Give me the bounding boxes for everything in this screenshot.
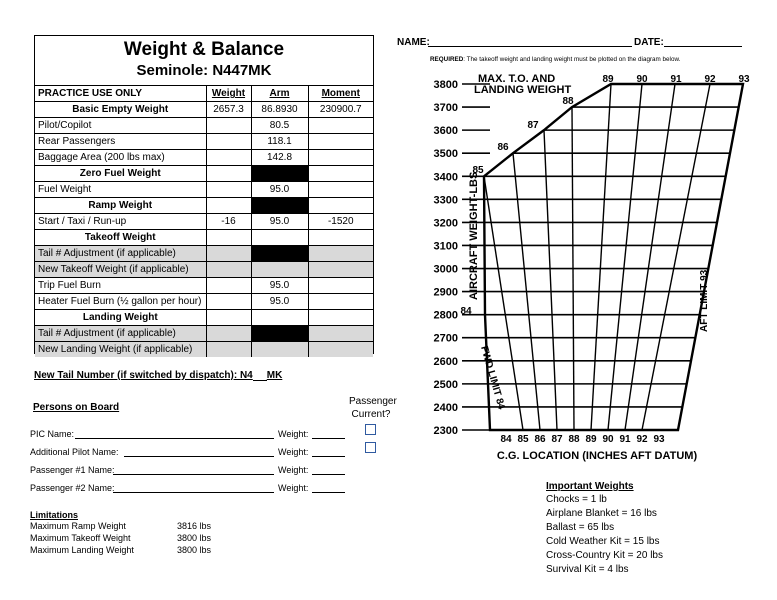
table-row [35, 102, 373, 118]
arm-cell: 95.0 [251, 294, 308, 310]
passenger-1-name-label: Passenger #1 Name: [30, 465, 115, 475]
x-top-tick-label: 89 [602, 74, 614, 85]
limitation-value: 3816 lbs [177, 521, 212, 531]
arm-cell: 86.8930 [251, 102, 308, 118]
arm-cell: 95.0 [251, 182, 308, 198]
required-text: : The takeoff weight and landing weight must be plotted on the diagram below. [463, 56, 681, 63]
passenger-2-name-input[interactable] [113, 492, 274, 493]
moment-cell[interactable] [308, 262, 373, 278]
important-weight-item: Chocks = 1 lb [546, 494, 607, 505]
table-row [35, 342, 373, 358]
required-bold: REQUIRED [430, 56, 464, 63]
wb-grid [35, 86, 373, 357]
arm-cell[interactable] [251, 262, 308, 278]
name-label: NAME: [397, 37, 430, 48]
pic-name-row [30, 429, 74, 439]
arm-cell-blocked [251, 246, 308, 262]
new-tail-label: New Tail Number (if switched by dispatch): N4 [34, 370, 253, 381]
y-tick-label: 2800 [433, 309, 458, 322]
x-tick-label: 91 [619, 434, 631, 445]
moment-cell[interactable] [308, 246, 373, 262]
cg-gridline [625, 84, 675, 430]
row-label: Tail # Adjustment (if applicable) [35, 326, 206, 342]
table-row [35, 262, 373, 278]
weight-balance-table [34, 35, 374, 354]
weight-cell[interactable] [206, 294, 251, 310]
moment-cell[interactable] [308, 342, 373, 358]
edge-tick-label: 86 [497, 142, 509, 153]
weight-label: Weight: [278, 483, 309, 493]
y-tick-label: 3700 [433, 102, 458, 115]
row-label: Landing Weight [35, 310, 206, 326]
important-weight-item: Airplane Blanket = 16 lbs [546, 508, 657, 519]
y-tick-label: 3300 [433, 194, 458, 207]
table-row [35, 150, 373, 166]
weight-cell[interactable] [206, 166, 251, 182]
x-tick-label: 88 [568, 434, 580, 445]
cg-gridline [572, 107, 574, 430]
weight-cell[interactable] [206, 230, 251, 246]
row-label: Pilot/Copilot [35, 118, 206, 134]
cg-gridline [591, 84, 611, 430]
cg-envelope-chart [388, 64, 758, 464]
chart-grid [462, 84, 743, 430]
arm-cell: 80.5 [251, 118, 308, 134]
table-row [35, 294, 373, 310]
weight-cell[interactable] [206, 182, 251, 198]
moment-cell[interactable] [308, 198, 373, 214]
table-row [35, 230, 373, 246]
arm-cell[interactable] [251, 310, 308, 326]
limitations-title: Limitations [30, 510, 79, 520]
weight-cell[interactable] [206, 262, 251, 278]
date-input[interactable] [664, 46, 742, 47]
arm-cell-blocked [251, 326, 308, 342]
cg-gridline [544, 130, 557, 430]
weight-cell[interactable] [206, 310, 251, 326]
new-tail-number-field [34, 370, 282, 381]
row-label: Rear Passengers [35, 134, 206, 150]
cg-gridline [484, 176, 523, 430]
passenger-current-checkbox[interactable] [365, 424, 376, 435]
moment-cell[interactable] [308, 326, 373, 342]
x-tick-label: 84 [500, 434, 512, 445]
col-header-arm: Arm [251, 86, 308, 102]
important-weight-item: Cross-Country Kit = 20 lbs [546, 550, 663, 561]
table-row [35, 278, 373, 294]
weight-cell[interactable] [206, 150, 251, 166]
weight-cell[interactable] [206, 326, 251, 342]
required-note [430, 56, 680, 63]
important-weight-item: Survival Kit = 4 lbs [546, 564, 629, 575]
x-tick-label: 92 [636, 434, 648, 445]
row-label: New Landing Weight (if applicable) [35, 342, 206, 358]
table-row [35, 326, 373, 342]
y-tick-label: 3600 [433, 125, 458, 138]
passenger-2-name-label: Passenger #2 Name: [30, 483, 115, 493]
x-tick-label: 89 [585, 434, 597, 445]
passenger-1-weight-input[interactable] [312, 474, 345, 475]
table-row [35, 246, 373, 262]
row-label: Heater Fuel Burn (½ gallon per hour) [35, 294, 206, 310]
row-label: Zero Fuel Weight [35, 166, 206, 182]
row-label: Trip Fuel Burn [35, 278, 206, 294]
row-label: New Takeoff Weight (if applicable) [35, 262, 206, 278]
y-tick-label: 3500 [433, 148, 458, 161]
aft-limit-label: AFT LIMIT 93 [699, 269, 710, 332]
arm-cell: 95.0 [251, 278, 308, 294]
weight-cell: 2657.3 [206, 102, 251, 118]
tail-suffix: MK [266, 370, 283, 381]
table-row [35, 118, 373, 134]
y-tick-label: 2900 [433, 286, 458, 299]
weight-cell[interactable] [206, 134, 251, 150]
edge-tick-label: 85 [472, 165, 484, 176]
x-tick-label: 86 [534, 434, 546, 445]
arm-cell-blocked [251, 198, 308, 214]
edge-tick-label: 87 [527, 120, 539, 131]
arm-cell: 142.8 [251, 150, 308, 166]
table-row [35, 134, 373, 150]
pic-name-input[interactable] [75, 438, 274, 439]
arm-cell: 118.1 [251, 134, 308, 150]
pic-name-label: PIC Name: [30, 429, 75, 439]
moment-cell[interactable] [308, 150, 373, 166]
y-axis-label: AIRCRAFT WEIGHT-LBS [468, 171, 480, 300]
moment-cell[interactable] [308, 118, 373, 134]
limitation-value: 3800 lbs [177, 533, 212, 543]
moment-cell[interactable] [308, 310, 373, 326]
arm-cell-blocked [251, 166, 308, 182]
y-tick-label: 3100 [433, 240, 458, 253]
x-tick-label: 87 [551, 434, 563, 445]
name-input[interactable] [428, 46, 632, 47]
important-weight-item: Cold Weather Kit = 15 lbs [546, 536, 660, 547]
table-row [35, 214, 373, 230]
arm-cell[interactable] [251, 342, 308, 358]
x-top-tick-label: 90 [636, 74, 648, 85]
edge-tick-label: 84 [460, 306, 472, 317]
y-tick-label: 2500 [433, 378, 458, 391]
top-label-2: LANDING WEIGHT [474, 84, 572, 96]
x-axis-label: C.G. LOCATION (INCHES AFT DATUM) [496, 450, 698, 462]
wb-title-block [35, 36, 373, 86]
weight-label: Weight: [278, 429, 309, 439]
moment-cell[interactable] [308, 294, 373, 310]
additional-pilot-name-label: Additional Pilot Name: [30, 447, 119, 457]
y-tick-label: 2700 [433, 332, 458, 345]
col-header-weight: Weight [206, 86, 251, 102]
top-label-1: MAX. T.O. AND [478, 73, 556, 85]
moment-cell[interactable] [308, 278, 373, 294]
passenger-current-checkbox[interactable] [365, 442, 376, 453]
tail-blank[interactable] [253, 380, 267, 381]
date-label: DATE: [634, 37, 664, 48]
moment-cell[interactable] [308, 230, 373, 246]
weight-cell[interactable] [206, 342, 251, 358]
wb-title: Weight & Balance [123, 39, 285, 60]
row-label: Start / Taxi / Run-up [35, 214, 206, 230]
edge-tick-label: 88 [562, 96, 574, 107]
x-top-tick-label: 91 [670, 74, 682, 85]
passenger-1-name-input[interactable] [113, 474, 274, 475]
y-tick-label: 2300 [433, 425, 458, 437]
row-label: Ramp Weight [35, 198, 206, 214]
moment-cell[interactable] [308, 166, 373, 182]
passenger-current-label-1: Passenger [349, 396, 397, 407]
passenger-current-label-2: Current? [351, 409, 391, 420]
wb-subtitle: Seminole: N447MK [136, 62, 272, 79]
weight-label: Weight: [278, 465, 309, 475]
moment-cell: -1520 [308, 214, 373, 230]
important-weight-item: Ballast = 65 lbs [546, 522, 615, 533]
x-tick-label: 93 [653, 434, 665, 445]
weight-cell[interactable] [206, 118, 251, 134]
fwd-limit-label: FWD LIMIT 84 [478, 344, 507, 411]
y-tick-label: 3000 [433, 263, 458, 276]
col-header-moment: Moment [321, 88, 360, 100]
table-row [35, 310, 373, 326]
arm-cell: 95.0 [251, 214, 308, 230]
y-tick-label: 3200 [433, 217, 458, 230]
cg-gridline [608, 84, 642, 430]
table-row [35, 166, 373, 182]
weight-cell[interactable] [206, 278, 251, 294]
moment-cell[interactable] [308, 134, 373, 150]
x-top-tick-label: 92 [704, 74, 716, 85]
y-tick-label: 2600 [433, 355, 458, 368]
moment-cell[interactable] [308, 182, 373, 198]
additional-pilot-name-input[interactable] [124, 456, 274, 457]
x-tick-label: 90 [602, 434, 614, 445]
limitation-label: Maximum Ramp Weight [30, 521, 126, 531]
weight-label: Weight: [278, 447, 309, 457]
weight-cell[interactable] [206, 198, 251, 214]
limitation-label: Maximum Takeoff Weight [30, 533, 131, 543]
x-tick-label: 85 [517, 434, 529, 445]
row-label: Tail # Adjustment (if applicable) [35, 246, 206, 262]
cg-gridline [642, 84, 710, 430]
row-label: Fuel Weight [35, 182, 206, 198]
table-row [35, 198, 373, 214]
weight-cell: -16 [206, 214, 251, 230]
y-tick-label: 2400 [433, 401, 458, 414]
row-label: Baggage Area (200 lbs max) [35, 150, 206, 166]
weight-cell[interactable] [206, 246, 251, 262]
arm-cell[interactable] [251, 230, 308, 246]
row-label: Basic Empty Weight [35, 102, 206, 118]
table-row [35, 182, 373, 198]
wb-header-row [35, 86, 373, 102]
limitation-value: 3800 lbs [177, 545, 212, 555]
y-tick-label: 3800 [433, 79, 458, 91]
persons-on-board-title: Persons on Board [33, 402, 120, 413]
row-label: Takeoff Weight [35, 230, 206, 246]
important-weights-title: Important Weights [546, 481, 634, 492]
col-header-practice: PRACTICE USE ONLY [35, 86, 206, 102]
limitation-label: Maximum Landing Weight [30, 545, 134, 555]
y-tick-label: 3400 [433, 171, 458, 184]
pic-weight-input[interactable] [312, 438, 345, 439]
moment-cell: 230900.7 [308, 102, 373, 118]
passenger-2-weight-input[interactable] [312, 492, 345, 493]
x-top-tick-label: 93 [738, 74, 750, 85]
additional-pilot-weight-input[interactable] [312, 456, 345, 457]
